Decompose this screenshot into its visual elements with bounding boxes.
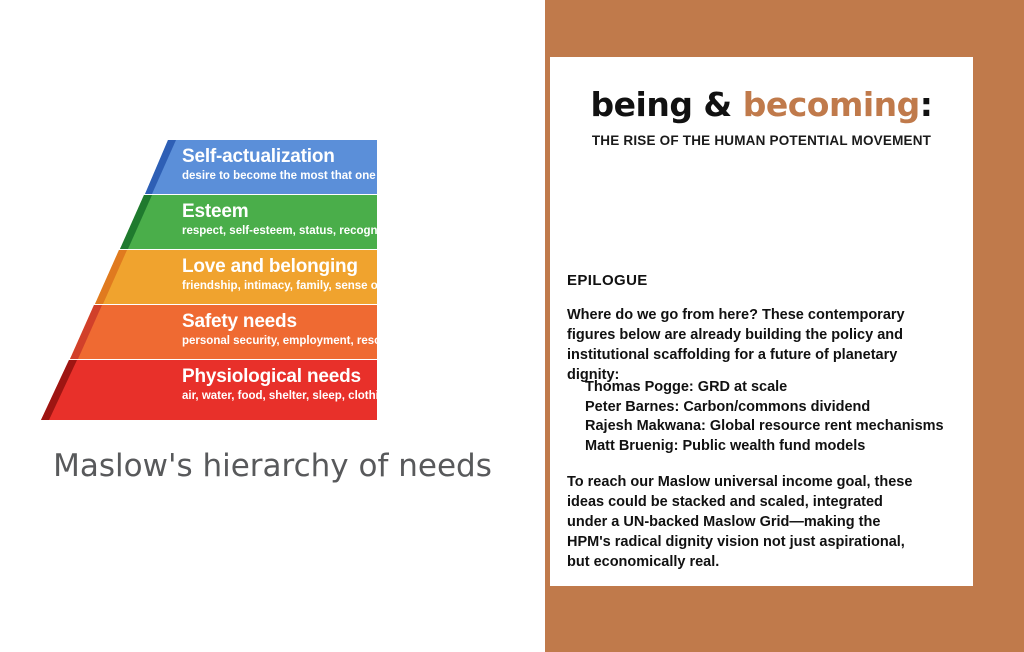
- pyramid-tier-physiological-needs: [0, 360, 545, 420]
- pyramid-tier-esteem: [0, 195, 545, 249]
- pyramid-tier-safety-needs: [0, 305, 545, 359]
- tier-title: Physiological needs: [182, 366, 361, 387]
- epilogue-outro-paragraph: To reach our Maslow universal income goal, these ideas could be stacked and scaled, integrated under a UN-backed Maslow Grid—making the HPM's radical dignity vision not just aspirational, but economically real.: [567, 474, 913, 570]
- book-subtitle: THE RISE OF THE HUMAN POTENTIAL MOVEMENT: [591, 133, 932, 148]
- book-title-part-3: :: [919, 85, 933, 124]
- book-title-part-2: becoming: [742, 85, 920, 124]
- book-title: [550, 85, 973, 124]
- tier-subtitle: respect, self-esteem, status, recognition, strength, freedom: [182, 225, 506, 237]
- pyramid-tier-self-actualization: [0, 140, 545, 194]
- pyramid-tier-love-and-belonging: [0, 250, 545, 304]
- tier-text-love-and-belonging: [182, 250, 446, 304]
- book-page-card: [550, 57, 973, 586]
- tier-text-physiological-needs: [182, 360, 470, 420]
- list-item: Rajesh Makwana: Global resource rent mechanisms: [585, 418, 944, 434]
- tier-subtitle: friendship, intimacy, family, sense of connection: [182, 280, 447, 292]
- tier-subtitle: personal security, employment, resources, health, property: [182, 335, 506, 347]
- list-item: Thomas Pogge: GRD at scale: [585, 379, 788, 395]
- tier-title: Safety needs: [182, 311, 297, 332]
- tier-text-safety-needs: [182, 305, 505, 359]
- book-title-part-1: being &: [590, 85, 743, 124]
- epilogue-intro-paragraph: Where do we go from here? These contemporary figures below are already building the policy and institutional scaffolding for a future of planetary dignity:: [567, 307, 905, 383]
- tier-text-self-actualization: [182, 140, 415, 194]
- maslow-pyramid: [0, 140, 545, 440]
- tier-subtitle: air, water, food, shelter, sleep, clothing, reproduction: [182, 390, 471, 402]
- epilogue-heading: EPILOGUE: [567, 272, 648, 289]
- tier-title: Love and belonging: [182, 256, 358, 277]
- tier-text-esteem: [182, 195, 506, 249]
- book-page-panel: [545, 0, 1024, 652]
- tier-title: Self-actualization: [182, 146, 335, 167]
- figures-list: [585, 378, 955, 456]
- tier-subtitle: desire to become the most that one can be: [182, 170, 416, 182]
- list-item: Peter Barnes: Carbon/commons dividend: [585, 398, 871, 415]
- diagram-caption: Maslow's hierarchy of needs: [53, 448, 492, 484]
- list-item: Matt Bruenig: Public wealth fund models: [585, 437, 866, 454]
- tier-title: Esteem: [182, 201, 249, 222]
